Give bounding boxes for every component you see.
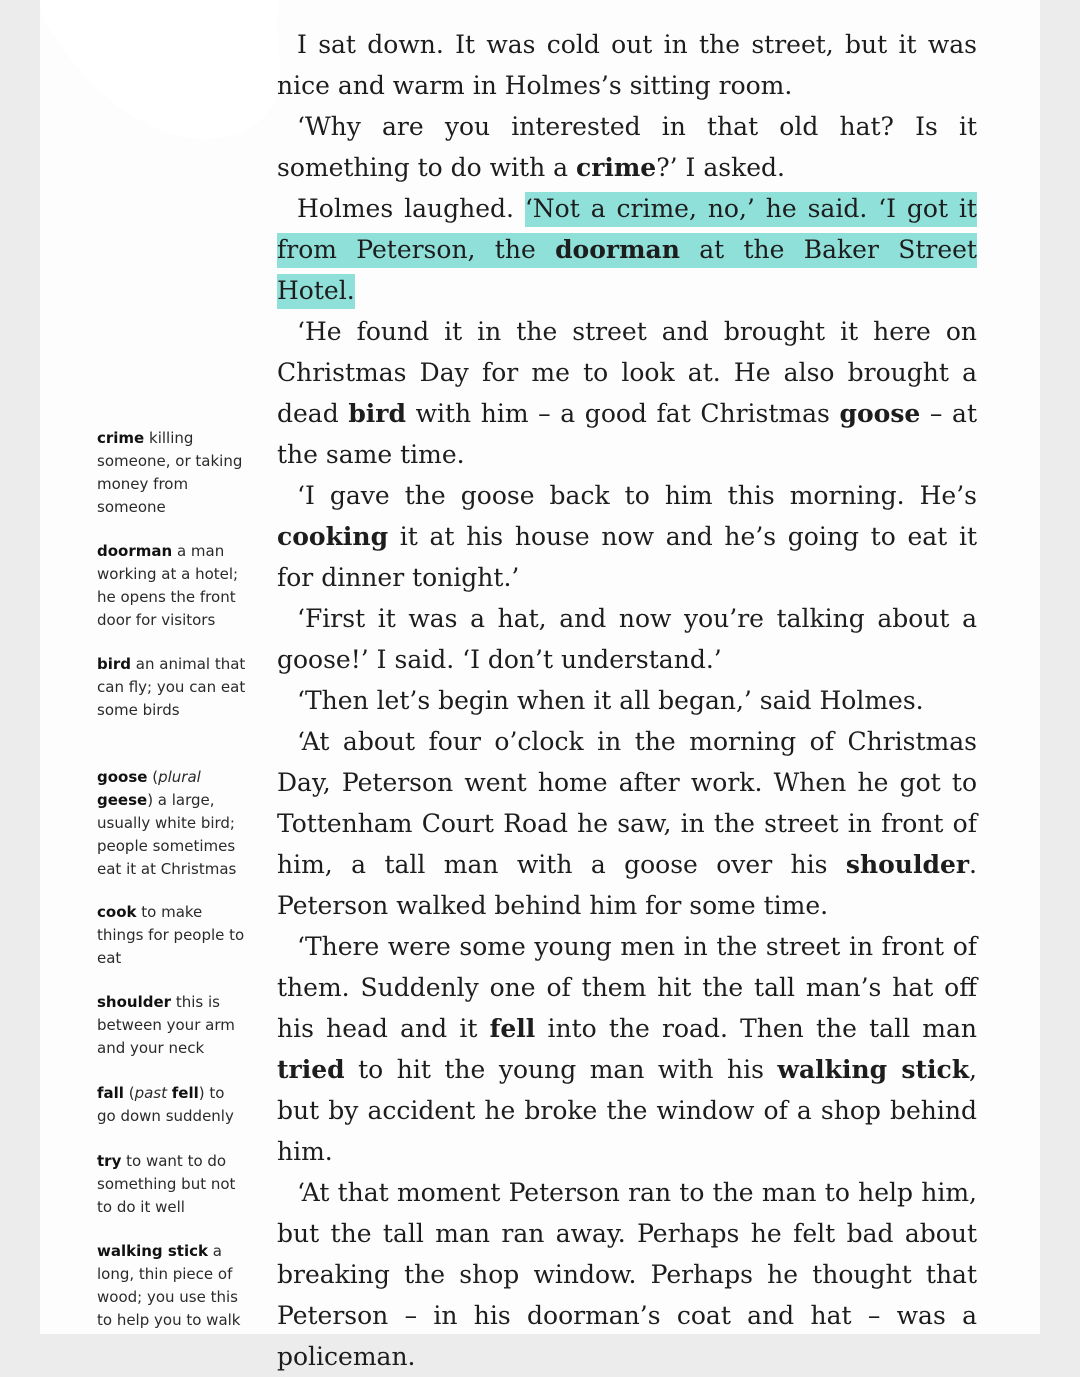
paragraph — [277, 926, 977, 1172]
bold-word: try — [97, 1152, 122, 1170]
text-segment: with him – a good fat Christmas — [405, 399, 840, 428]
text-segment: ‘Why are you interested in that old hat? Is it something to do with a — [277, 112, 977, 182]
paragraph — [277, 188, 977, 311]
text-segment: ‘He found it in the street and brought it here on Christmas Day for me to look at. He also brought a dead — [277, 317, 977, 428]
glossary-entry-cook — [97, 901, 247, 970]
paragraph — [277, 598, 977, 680]
text-segment: it at his house now and he’s going to eat it for dinner tonight.’ — [277, 522, 977, 592]
glossary-entry-crime — [97, 427, 247, 519]
paragraph — [277, 106, 977, 188]
definition-text: an animal that can fly; you can eat some birds — [97, 655, 246, 719]
bold-word: bird — [348, 399, 406, 428]
glossary-entry-bird — [97, 653, 247, 722]
text-segment: ‘First it was a hat, and now you’re talking about a goose!’ I said. ‘I don’t understand.’ — [277, 604, 977, 674]
definition-text: this is between your arm and your neck — [97, 993, 235, 1057]
page-corner-fold — [40, 0, 300, 200]
bold-word: goose — [839, 399, 921, 428]
definition-text: to make things for people to eat — [97, 903, 245, 967]
bold-word: shoulder — [845, 850, 970, 879]
bold-word: shoulder — [97, 993, 172, 1011]
bold-word: walking stick — [777, 1055, 970, 1084]
bold-word: goose — [97, 768, 148, 786]
text-segment: ‘At that moment Peterson ran to the man to help him, but the tall man ran away. Perhaps he felt bad about breaking the shop window. Perhaps he thought that Peterson – in his doorman’s coat and hat – was a policeman. — [277, 1178, 977, 1371]
text-segment: I sat down. It was cold out in the street, but it was nice and warm in Holmes’s sitting room. — [277, 30, 977, 100]
glossary-entry-shoulder — [97, 991, 247, 1060]
paragraph — [277, 680, 977, 721]
bold-word: cook — [97, 903, 137, 921]
bold-word: walking stick — [97, 1242, 208, 1260]
bold-word: fall — [97, 1084, 124, 1102]
text-segment: ‘At about four o’clock in the morning of Christmas Day, Peterson went home after work. When he got to Tottenham Court Road he saw, in the street in front of him, a tall man with a goose over his — [277, 727, 977, 879]
text-segment: into the road. Then the tall man — [535, 1014, 978, 1043]
text-segment: ‘Then let’s begin when it all began,’ said Holmes. — [297, 686, 924, 715]
text-segment: to hit the young man with his — [344, 1055, 778, 1084]
paragraph — [277, 475, 977, 598]
book-page — [40, 0, 1040, 1371]
definition-text: ( — [123, 1084, 135, 1102]
text-segment: ‘I gave the goose back to him this morning. He’s — [297, 481, 977, 510]
bold-word: doorman — [97, 542, 173, 560]
glossary-entry-walking-stick — [97, 1240, 247, 1332]
story-text — [277, 24, 977, 1377]
text-segment: – at the same time. — [277, 399, 977, 469]
definition-text: ( — [147, 768, 159, 786]
glossary-entry-fall — [97, 1082, 247, 1128]
text-segment: ?’ I asked. — [656, 153, 785, 182]
italic-word: plural — [158, 768, 201, 786]
text-segment: Holmes laughed. — [297, 194, 525, 223]
bold-word: crime — [575, 153, 657, 182]
definition-text: a man working at a hotel; he opens the front door for visitors — [97, 542, 239, 629]
glossary-entry-goose — [97, 766, 247, 881]
definition-text: killing someone, or taking money from someone — [97, 429, 243, 516]
definition-text: ) to go down suddenly — [97, 1084, 234, 1125]
bold-word: geese — [97, 791, 148, 809]
paragraph — [277, 1172, 977, 1377]
paragraph — [277, 311, 977, 475]
text-segment: , but by accident he broke the window of a shop behind him. — [277, 1055, 977, 1166]
italic-word: past — [134, 1084, 167, 1102]
highlighted-text: ‘Not a crime, no,’ he said. ‘I got it from Peterson, the — [277, 192, 977, 268]
definition-text: ) a large, usually white bird; people sometimes eat it at Christmas — [97, 791, 237, 878]
bold-word: fell — [489, 1014, 536, 1043]
definition-text: to want to do something but not to do it well — [97, 1152, 236, 1216]
bold-word: tried — [277, 1055, 345, 1084]
glossary-entry-doorman — [97, 540, 247, 632]
text-segment: . Peterson walked behind him for some time. — [277, 850, 977, 920]
paragraph — [277, 721, 977, 926]
bold-word: bird — [97, 655, 132, 673]
glossary-entry-try — [97, 1150, 247, 1219]
highlighted-text: at the Baker Street Hotel. — [277, 233, 977, 309]
text-segment: ‘There were some young men in the street in front of them. Suddenly one of them hit the tall man’s hat off his head and it — [277, 932, 977, 1043]
definition-text: a long, thin piece of wood; you use this to help you to walk — [97, 1242, 241, 1329]
bold-word: fell — [171, 1084, 199, 1102]
paragraph — [277, 24, 977, 106]
bold-word: cooking — [277, 522, 389, 551]
highlighted-text: doorman — [555, 233, 680, 268]
bold-word: crime — [97, 429, 145, 447]
